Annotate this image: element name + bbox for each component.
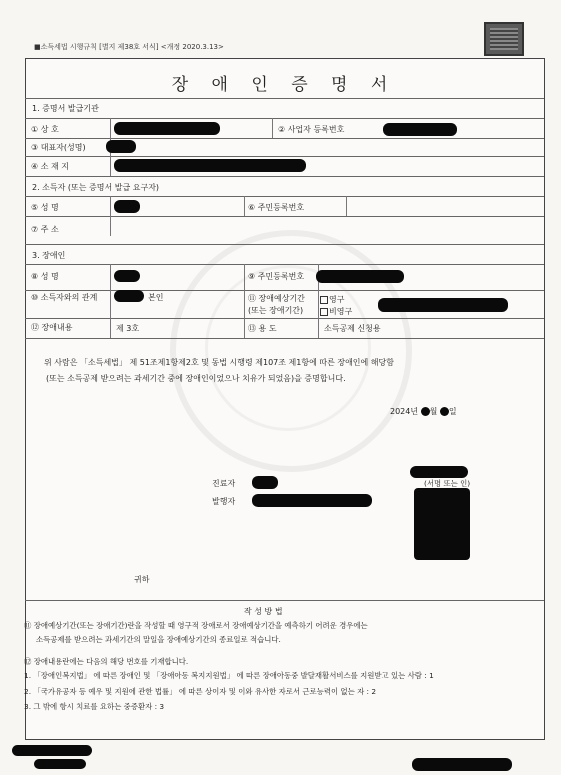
disability-label: ⑫ 장애내용 (31, 323, 73, 332)
redacted-payee-name (114, 200, 140, 213)
rule (25, 138, 544, 139)
col-rule (244, 196, 245, 216)
redacted-issuer (252, 494, 372, 507)
redacted-footer-left-2 (34, 759, 86, 769)
col-rule (110, 264, 111, 338)
doctor-label: 진료자 (212, 479, 236, 488)
rule (25, 176, 544, 177)
instruction-opt1: 1. 「장애인복지법」 에 따른 장애인 및 「장애아동 복지지원법」 에 따른 장애아동중 발달재활서비스를 지원받고 있는 사람 : 1 (24, 671, 434, 680)
col-rule (272, 118, 273, 138)
section2-heading: 2. 소득자 (또는 증명서 발급 요구자) (32, 183, 160, 192)
rule (25, 290, 544, 291)
relation-label: ⑩ 소득자와의 관계 (31, 293, 98, 302)
instruction-11-line1: ⑪ 장애예상기간(또는 장애기간)란을 작성할 때 영구적 장애로서 장애예상기간을 예측하기 어려운 경우에는 (24, 621, 368, 630)
non-permanent-option[interactable]: 비영구 (320, 306, 352, 317)
rule (25, 98, 544, 99)
redacted-doctor (252, 476, 278, 489)
instruction-opt3: 3. 그 밖에 항시 치료를 요하는 중증환자 : 3 (24, 702, 165, 711)
redacted-month (421, 407, 430, 416)
rule (25, 264, 544, 265)
redacted-rep (106, 140, 136, 153)
statement-line1: 위 사람은 「소득세법」 제 51조제1항제2호 및 동법 시행령 제107조 제1항에 따른 장애인에 해당함 (44, 358, 394, 367)
rule (25, 600, 544, 601)
permanent-checkbox[interactable] (320, 296, 328, 304)
rule (25, 318, 544, 319)
purpose-label: ⑬ 용 도 (248, 324, 277, 333)
period-label-2: (또는 장애기간) (248, 306, 304, 315)
issue-date: 2024년 월 일 (390, 407, 457, 416)
redacted-footer-left (12, 745, 92, 756)
addressee-suffix: 귀하 (134, 575, 150, 584)
rule (25, 338, 544, 339)
rule (25, 244, 544, 245)
period-label-1: ⑪ 장애예상기간 (248, 294, 305, 303)
issuer-label: 발행자 (212, 497, 236, 506)
purpose-value: 소득공제 신청용 (324, 324, 381, 333)
page-title: 장 애 인 증 명 서 (171, 75, 397, 95)
relation-value: 본인 (148, 293, 164, 302)
disabled-name-label: ⑧ 성 명 (31, 272, 59, 281)
redacted-seal (414, 488, 470, 560)
statement-line2: (또는 소득공제 받으려는 과세기간 중에 장애인이었으나 치유가 되었음)을 증명합니다. (46, 374, 346, 383)
disability-value: 제 3호 (116, 324, 140, 333)
form-header: ■소득세법 시행규칙 [별지 제38호 서식] <개정 2020.3.13> (34, 43, 224, 51)
redacted-disabled-rrn (316, 270, 404, 283)
col-rule (110, 196, 111, 236)
disabled-rrn-label: ⑨ 주민등록번호 (248, 272, 305, 281)
rule (25, 196, 544, 197)
rule (25, 216, 544, 217)
payee-name-label: ⑤ 성 명 (31, 203, 59, 212)
instruction-12: ⑫ 장애내용란에는 다음의 해당 번호를 기재합니다. (24, 657, 189, 666)
redacted-period (378, 298, 508, 312)
permanent-option[interactable]: 영구 (320, 294, 344, 305)
company-label: ① 상 호 (31, 125, 59, 134)
col-rule (244, 264, 245, 338)
seal-label: (서명 또는 인) (424, 479, 471, 488)
redacted-address (114, 159, 306, 172)
redacted-footer-right (412, 758, 512, 771)
redacted-bizno (383, 123, 457, 136)
barcode-stamp (484, 22, 524, 56)
section3-heading: 3. 장애인 (32, 251, 66, 260)
redacted-company (114, 122, 220, 135)
col-rule (346, 196, 347, 216)
instruction-opt2: 2. 「국가유공자 등 예우 및 지원에 관한 법률」 에 따른 상이자 및 이와 유사한 자로서 근로능력이 없는 자 : 2 (24, 687, 377, 696)
payee-rrn-label: ⑥ 주민등록번호 (248, 203, 305, 212)
section1-heading: 1. 증명서 발급기관 (32, 104, 99, 113)
redacted-relation (114, 290, 144, 302)
redacted-seal-top (410, 466, 468, 478)
instruction-11-line2: 소득공제를 받으려는 과세기간의 말일을 장애예상기간의 종료일로 적습니다. (36, 635, 281, 644)
payee-address-label: ⑦ 주 소 (31, 225, 59, 234)
rep-label: ③ 대표자(성명) (31, 143, 86, 152)
rule (25, 118, 544, 119)
address-label: ④ 소 재 지 (31, 162, 69, 171)
rule (25, 156, 544, 157)
redacted-disabled-name (114, 270, 140, 282)
redacted-day (440, 407, 449, 416)
instructions-heading: 작 성 방 법 (244, 607, 283, 616)
bizno-label: ② 사업자 등록번호 (278, 125, 345, 134)
non-permanent-checkbox[interactable] (320, 308, 328, 316)
